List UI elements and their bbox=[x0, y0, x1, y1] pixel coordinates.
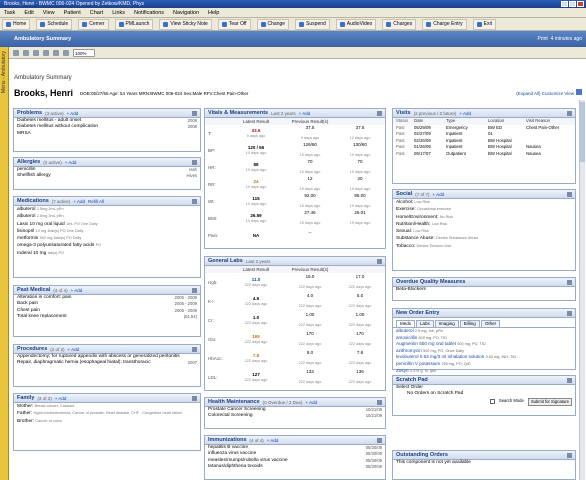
result-label: K+: bbox=[208, 298, 215, 304]
add-health-maintenance-button[interactable]: + Add bbox=[305, 399, 318, 405]
tab-meds[interactable]: Meds bbox=[396, 320, 415, 327]
main-toolbar bbox=[0, 18, 586, 31]
labs-header[interactable]: General Labs Last 2 years bbox=[205, 257, 385, 266]
calendar-icon bbox=[40, 22, 45, 27]
previous-result[interactable]: 17.0 222 days ago bbox=[348, 274, 372, 290]
latest-result[interactable]: NA bbox=[252, 232, 260, 238]
previous-result[interactable]: 130/60 19 days ago bbox=[349, 142, 371, 158]
submit-for-signature-button[interactable]: Submit for Signature bbox=[528, 398, 572, 406]
vitals-header[interactable]: Vitals & Measurements Last 2 years + Add bbox=[205, 109, 385, 118]
order-item[interactable]: levobuterol 0.63 mg/3 ml inhalation solution 0.63 mg, INH, TID bbox=[396, 354, 517, 360]
add-past-medical-button[interactable]: + Add bbox=[70, 287, 83, 293]
collapse-icon[interactable] bbox=[377, 111, 382, 116]
previous-result[interactable]: 37.5 12 days ago bbox=[349, 125, 371, 141]
content-toolbar bbox=[9, 47, 586, 59]
list-item[interactable]: Beta-Blockers bbox=[396, 287, 426, 292]
order-item[interactable]: penicillin V potassium 250 mg, PO, QID bbox=[396, 360, 471, 366]
order-item[interactable]: albuterol 2.5 mg, Inh, pRn bbox=[396, 328, 443, 333]
menu-item-navigation[interactable]: Navigation bbox=[173, 9, 200, 16]
latest-result[interactable]: 11.0 222 days ago bbox=[244, 276, 268, 287]
list-item[interactable]: lisinopril 10 mg 1tab(s) PO One Daily bbox=[17, 228, 84, 234]
add-procedure-button[interactable]: + Add bbox=[67, 346, 80, 352]
visit-row[interactable]: Past 09/17/07 Outpatient BW Hospital Nausea bbox=[396, 150, 541, 156]
vitals-rows bbox=[205, 125, 385, 244]
labs-row[interactable] bbox=[205, 330, 385, 349]
latest-result[interactable]: 26.59 10 days ago bbox=[245, 212, 267, 223]
vitals-row[interactable] bbox=[205, 142, 385, 159]
result-label: Wt: bbox=[208, 198, 215, 204]
past-medical-panel bbox=[13, 285, 201, 337]
social-header[interactable]: Social (7 of 7) + Add bbox=[393, 190, 575, 199]
immunizations-panel bbox=[204, 435, 386, 480]
tab-imaging[interactable]: Imaging bbox=[435, 320, 459, 327]
list-item[interactable]: Inderal 10 mg tab(s) PO bbox=[17, 250, 64, 256]
visits-panel bbox=[392, 108, 576, 184]
menu-bar bbox=[0, 8, 586, 18]
list-item[interactable]: Nutrition/Health: Low Risk bbox=[396, 221, 448, 227]
visit-row[interactable]: Past 01/26/09 Inpatient BW Hospital Nausea bbox=[396, 144, 541, 149]
scratch-pad-panel bbox=[392, 375, 576, 416]
result-label: T: bbox=[208, 130, 212, 136]
list-item[interactable]: Shellfish allergy Hives bbox=[17, 173, 197, 179]
order-item[interactable]: Zosyn 3.375 g, IV, q6h bbox=[396, 367, 437, 373]
suspend-icon bbox=[299, 22, 304, 27]
add-family-button[interactable]: + Add bbox=[54, 395, 67, 401]
new-order-entry-panel bbox=[392, 308, 576, 373]
latest-result[interactable]: 7.8 222 days ago bbox=[244, 352, 268, 363]
window-title-bar bbox=[0, 0, 586, 8]
collapse-icon[interactable] bbox=[192, 288, 197, 293]
collapse-icon[interactable] bbox=[567, 111, 572, 116]
audio-icon bbox=[340, 22, 345, 27]
window-controls bbox=[561, 1, 584, 7]
home-icon[interactable] bbox=[33, 50, 39, 56]
menu-item-task[interactable]: Task bbox=[4, 9, 16, 16]
order-item[interactable]: azithromycin 500 mg, PO, Once Daily bbox=[396, 347, 465, 353]
maximize-icon[interactable] bbox=[569, 1, 576, 7]
vitals-row[interactable] bbox=[205, 210, 385, 227]
menu-item-links[interactable]: Links bbox=[112, 9, 126, 16]
suspend-button[interactable]: Suspend bbox=[295, 19, 330, 30]
collapse-icon[interactable] bbox=[567, 280, 572, 285]
list-item[interactable]: Prostate Cancer Screening 10/21/09 bbox=[208, 407, 382, 412]
outstanding-header[interactable]: Outstanding Orders bbox=[393, 451, 575, 460]
select-order-label: Select Order bbox=[396, 385, 423, 390]
add-problem-button[interactable]: + Add bbox=[66, 110, 79, 116]
visits-column-headers: Status Date Type Location Visit Reason bbox=[393, 118, 575, 125]
result-label: Cr: bbox=[208, 317, 214, 323]
quality-header[interactable]: Overdue Quality Measures bbox=[393, 278, 575, 287]
previous-result[interactable]: 12 15 days ago bbox=[299, 176, 321, 192]
refresh-icon[interactable] bbox=[43, 50, 49, 56]
list-item[interactable]: Back pain 2005 - 2009 bbox=[17, 301, 197, 307]
list-item[interactable]: Sexual: Low Risk bbox=[396, 229, 429, 235]
menu-item-edit[interactable]: Edit bbox=[24, 9, 34, 16]
page-header bbox=[0, 31, 586, 47]
previous-result[interactable]: 136 222 days ago bbox=[348, 369, 372, 385]
window-title: Brooks, Henri - BWMC 006-024 Opened by Zetkow/KMD, Phys bbox=[4, 1, 145, 7]
previous-result[interactable] bbox=[338, 233, 382, 239]
add-social-button[interactable]: + Add bbox=[432, 191, 445, 197]
order-item[interactable]: amoxicillin 500 mg, PO, TID bbox=[396, 334, 447, 340]
health-maintenance-panel bbox=[204, 397, 386, 429]
list-item[interactable]: MRSA bbox=[17, 130, 31, 136]
list-item[interactable]: Exercise: Occasional exercise bbox=[396, 207, 452, 213]
collapse-icon[interactable] bbox=[192, 199, 197, 204]
previous-result[interactable]: 170 222 days ago bbox=[298, 331, 322, 347]
audiovideo-button[interactable]: AudioVideo bbox=[336, 19, 377, 30]
home-icon bbox=[6, 22, 11, 27]
expand-customize-links[interactable]: (Expand All) Customize View bbox=[516, 91, 574, 96]
outstanding-empty: This component is not yet available bbox=[396, 460, 471, 465]
procedures-panel bbox=[13, 344, 201, 387]
previous-result[interactable]: 27.46 15 days ago bbox=[299, 210, 321, 226]
family-header[interactable]: Family (3 of 3) + Add bbox=[14, 394, 200, 403]
problems-panel bbox=[13, 108, 201, 152]
order-list bbox=[393, 328, 575, 374]
problems-header[interactable]: Problems (3 active) + Add bbox=[14, 109, 200, 118]
list-item[interactable]: penicillin rash bbox=[17, 167, 197, 172]
latest-result[interactable]: 33.6 5 days ago bbox=[246, 127, 266, 138]
menu-item-chart[interactable]: Chart bbox=[89, 9, 104, 16]
social-panel bbox=[392, 189, 576, 271]
labs-row[interactable] bbox=[205, 273, 385, 292]
close-icon[interactable] bbox=[577, 1, 584, 7]
change-icon bbox=[261, 22, 266, 27]
cerner-button[interactable]: Cerner bbox=[78, 19, 108, 30]
menu-item-notifications[interactable]: Notifications bbox=[134, 9, 165, 16]
charge-entry-icon bbox=[426, 22, 431, 27]
labs-column-headers: Latest Result Previous Result(s) bbox=[205, 266, 385, 273]
previous-result[interactable]: 8.0 222 days ago bbox=[298, 350, 322, 366]
previous-result[interactable]: 4.0 222 days ago bbox=[298, 293, 322, 309]
patient-name: Brooks, Henri bbox=[14, 88, 74, 98]
print-button[interactable]: Print bbox=[537, 36, 548, 42]
medications-panel bbox=[13, 196, 201, 278]
previous-result[interactable]: 20 19 days ago bbox=[349, 176, 371, 192]
medications-header[interactable]: Medications (7 active) + Add Refill All bbox=[14, 197, 200, 206]
menu-item-patient[interactable]: Patient bbox=[63, 9, 81, 16]
latest-result[interactable]: 1.0 222 days ago bbox=[244, 314, 268, 325]
page-header-actions bbox=[538, 31, 582, 47]
tab-other[interactable]: Other bbox=[481, 320, 500, 327]
visits-rows bbox=[393, 125, 575, 158]
latest-result[interactable]: 127 222 days ago bbox=[244, 371, 268, 382]
zoom-select[interactable]: 100% bbox=[73, 49, 95, 57]
previous-result[interactable]: 26.01 19 days ago bbox=[349, 210, 371, 226]
list-item[interactable]: Home/Environment: No Risk bbox=[396, 214, 454, 220]
tab-labs[interactable]: Labs bbox=[416, 320, 434, 327]
list-item[interactable]: albuterol 2.5mg 3mL pRn bbox=[17, 207, 64, 212]
add-immunization-button[interactable]: + Add bbox=[266, 437, 279, 443]
outstanding-orders-panel bbox=[392, 450, 576, 480]
list-item[interactable]: Diabetes mellitus without complication 2008 bbox=[17, 124, 197, 130]
previous-result[interactable]: 92.00 15 days ago bbox=[299, 193, 321, 209]
list-item[interactable]: Total knee replacement (61.54) bbox=[17, 313, 197, 319]
search-mode-checkbox[interactable] bbox=[490, 399, 495, 404]
list-item[interactable]: Chest pain 2005 - 2009 bbox=[17, 307, 197, 313]
latest-result[interactable]: 88 10 days ago bbox=[245, 161, 267, 172]
previous-result[interactable]: 1.00 222 days ago bbox=[348, 312, 372, 328]
add-visit-button[interactable]: + Add bbox=[459, 110, 471, 116]
refresh-timestamp: 4 minutes ago bbox=[550, 36, 582, 42]
vitals-row[interactable] bbox=[205, 125, 385, 142]
launch-icon bbox=[119, 22, 124, 27]
collapse-icon[interactable] bbox=[192, 111, 197, 116]
list-item[interactable]: Alcohol: Low Risk bbox=[396, 200, 430, 205]
new-order-header[interactable]: New Order Entry bbox=[393, 309, 575, 318]
list-item[interactable]: Alteration in comfort: pain 2005 - 2009 bbox=[17, 295, 197, 300]
collapse-icon[interactable] bbox=[567, 192, 572, 197]
tear-off-icon bbox=[222, 22, 227, 27]
list-item[interactable]: Tobacco: Denies Tobacco Use bbox=[396, 243, 452, 249]
list-item[interactable]: albuterol 2.5mg 3mL pRn bbox=[17, 214, 64, 220]
previous-result[interactable]: 15.0 222 days ago bbox=[298, 274, 322, 290]
customize-icon[interactable] bbox=[576, 89, 582, 95]
previous-result[interactable]: -- bbox=[308, 229, 312, 235]
previous-result[interactable]: 170 222 days ago bbox=[348, 331, 372, 347]
scrollbar-thumb[interactable] bbox=[580, 102, 585, 162]
menu-side-tab[interactable] bbox=[0, 47, 9, 480]
latest-result[interactable]: 115 10 days ago bbox=[245, 195, 267, 206]
past-medical-header[interactable]: Past Medical (4 of 4) + Add bbox=[14, 286, 200, 295]
previous-result[interactable]: 37.5 9 days ago bbox=[300, 125, 320, 141]
exit-button[interactable]: Exit bbox=[473, 19, 496, 30]
result-label: Hgb: bbox=[208, 279, 218, 285]
charges-button[interactable]: Charges bbox=[382, 19, 416, 30]
pmlaunch-button[interactable]: PMLaunch bbox=[115, 19, 154, 30]
order-tabs bbox=[393, 318, 575, 328]
add-medication-button[interactable]: + Add bbox=[73, 198, 85, 204]
collapse-icon[interactable] bbox=[567, 378, 572, 383]
list-item[interactable]: Appendectomy; for ruptured appendix with abscess or generalized peritonitis bbox=[17, 354, 180, 359]
immunizations-header[interactable]: Immunizations (4 of 4) + Add bbox=[205, 436, 385, 445]
result-label: BMI: bbox=[208, 215, 218, 221]
labs-row[interactable] bbox=[205, 292, 385, 311]
previous-result[interactable]: 5.0 222 days ago bbox=[348, 293, 372, 309]
previous-result[interactable]: 95.00 19 days ago bbox=[349, 193, 371, 209]
vitals-row[interactable] bbox=[205, 193, 385, 210]
vitals-column-headers: Latest Result Previous Result(s) bbox=[205, 118, 385, 125]
vitals-panel bbox=[204, 108, 386, 249]
allergies-header[interactable]: Allergies (2 active) + Add bbox=[14, 158, 200, 167]
visit-row[interactable]: Past 02/26/09 Inpatient BW Hospital bbox=[396, 137, 512, 143]
list-item[interactable]: Colorectal Screening 10/21/09 bbox=[208, 413, 382, 419]
collapse-icon[interactable] bbox=[377, 400, 382, 405]
collapse-icon[interactable] bbox=[192, 396, 197, 401]
collapse-icon[interactable] bbox=[192, 347, 197, 352]
visit-row[interactable]: Past 05/29/09 Emergency BW ED Chest Pain-Other bbox=[396, 124, 560, 130]
visit-row[interactable]: Past 02/27/09 Inpatient 01 bbox=[396, 131, 493, 136]
charge-entry-button[interactable]: Charge Entry bbox=[422, 19, 466, 30]
general-labs-panel bbox=[204, 256, 386, 391]
exit-icon bbox=[477, 22, 482, 27]
family-history-panel bbox=[13, 393, 201, 451]
sticky-note-button[interactable]: View Sticky Note bbox=[159, 19, 211, 30]
add-allergy-button[interactable]: + Add bbox=[64, 159, 77, 165]
result-label: RR: bbox=[208, 181, 216, 187]
page-title: Ambulatory Summary bbox=[14, 36, 72, 42]
side-tab-label: Menu - Ambulatory bbox=[1, 51, 7, 93]
list-item[interactable]: Brother: Cancer of colon bbox=[17, 418, 63, 424]
forward-icon[interactable] bbox=[23, 50, 29, 56]
collapse-icon[interactable] bbox=[567, 311, 572, 316]
result-label: Glu: bbox=[208, 336, 217, 342]
scratch-pad-header[interactable]: Scratch Pad bbox=[393, 376, 575, 385]
list-item[interactable]: omega-3 polyunsaturated fatty acids PO bbox=[17, 243, 102, 249]
order-item[interactable]: Augmentin 500 mg oral tablet 500 mg, PO, TID bbox=[396, 341, 486, 347]
labs-rows bbox=[205, 273, 385, 387]
latest-result[interactable]: 4.5 222 days ago bbox=[244, 295, 268, 306]
summary-title: Ambulatory Summary bbox=[14, 75, 72, 81]
visits-header[interactable]: Visits (2 previous / 0 future) + Add bbox=[393, 109, 575, 118]
collapse-icon[interactable] bbox=[567, 453, 572, 458]
tab-billing[interactable]: Billing bbox=[460, 320, 480, 327]
scratch-pad-empty: No Orders on Scratch Pad bbox=[407, 391, 464, 397]
list-item[interactable]: Mother: Breast cancer, Cataract bbox=[17, 404, 75, 409]
result-label: LDL: bbox=[208, 374, 218, 380]
latest-result[interactable]: 120 / 56 10 days ago bbox=[245, 144, 267, 155]
labs-row[interactable] bbox=[205, 349, 385, 368]
add-vitals-button[interactable]: + Add bbox=[298, 110, 311, 116]
print-icon[interactable] bbox=[53, 50, 59, 56]
previous-result[interactable]: 133 222 days ago bbox=[298, 369, 322, 385]
labs-row[interactable] bbox=[205, 311, 385, 330]
collapse-icon[interactable] bbox=[377, 438, 382, 443]
health-maintenance-header[interactable]: Health Maintenance (0 Overdue / 2 Due) + Add bbox=[205, 398, 385, 407]
list-item[interactable]: Substance Abuse: Denies Substance Abuse bbox=[396, 236, 479, 242]
collapse-icon[interactable] bbox=[192, 160, 197, 165]
list-item[interactable]: tetanus/diphtheria toxoids 05/30/09 bbox=[208, 463, 382, 469]
list-item[interactable]: Lasix 10 mg oral liquid 1mL PO One Daily bbox=[17, 221, 98, 227]
list-item[interactable]: Diabetes mellitus - adult onset 2008 bbox=[17, 118, 197, 123]
previous-result[interactable]: 70 19 days ago bbox=[349, 159, 371, 175]
vitals-row[interactable] bbox=[205, 159, 385, 176]
back-icon[interactable] bbox=[13, 50, 19, 56]
vertical-scrollbar[interactable] bbox=[579, 100, 585, 480]
patient-demographics: DOB:05/27/55 Age: 54 Years MRN:BWMC 006-024 Sex:Male RFV:Chest Pain-Other bbox=[80, 91, 249, 96]
home-button[interactable]: Home bbox=[2, 19, 30, 30]
latest-result[interactable]: 165 222 days ago bbox=[244, 333, 268, 344]
list-item[interactable]: influenza virus vaccine 05/30/09 bbox=[208, 451, 382, 457]
latest-result[interactable]: 24 10 days ago bbox=[245, 178, 267, 189]
charges-icon bbox=[386, 22, 391, 27]
previous-result[interactable]: 7.8 222 days ago bbox=[348, 350, 372, 366]
previous-result[interactable]: 126/60 15 days ago bbox=[299, 142, 321, 158]
previous-result[interactable]: 1.00 222 days ago bbox=[298, 312, 322, 328]
list-item[interactable]: Father: Hypercholesterolemia, Cancer of prostate, Heart disease, CHF - Congestive heart failure bbox=[17, 411, 183, 417]
search-icon[interactable] bbox=[63, 50, 69, 56]
schedule-button[interactable]: Schedule bbox=[36, 19, 72, 30]
result-label: HR: bbox=[208, 164, 216, 170]
list-item[interactable]: Repair, diaphragmatic hernia (esophageal hiatal); transthoracic 2007 bbox=[17, 360, 197, 366]
tear-off-button[interactable]: Tear Off bbox=[218, 19, 251, 30]
menu-item-view[interactable]: View bbox=[42, 9, 55, 16]
cerner-icon bbox=[82, 22, 87, 27]
quality-measures-panel bbox=[392, 277, 576, 301]
minimize-icon[interactable] bbox=[561, 1, 568, 7]
previous-result[interactable]: 70 15 days ago bbox=[299, 159, 321, 175]
procedures-header[interactable]: Procedures (2 of 2) + Add bbox=[14, 345, 200, 354]
list-item[interactable]: metformin 500 mg 1tab(s) PO Daily bbox=[17, 236, 82, 242]
labs-row[interactable] bbox=[205, 368, 385, 387]
refill-all-button[interactable]: Refill All bbox=[88, 198, 105, 204]
list-item[interactable]: measles/mumps/rubella virus vaccine 05/30/09 bbox=[208, 457, 382, 463]
list-item[interactable]: hepatitis B vaccine 05/30/09 bbox=[208, 445, 382, 450]
vitals-row[interactable] bbox=[205, 176, 385, 193]
collapse-icon[interactable] bbox=[377, 259, 382, 264]
result-label: Pain: bbox=[208, 232, 219, 238]
vitals-row[interactable] bbox=[205, 227, 385, 244]
result-label: BP: bbox=[208, 147, 216, 153]
change-button[interactable]: Change bbox=[257, 19, 290, 30]
result-label: HbA1c: bbox=[208, 355, 223, 361]
search-mode-label: Search Mode bbox=[498, 398, 524, 404]
menu-item-help[interactable]: Help bbox=[208, 9, 220, 16]
allergies-panel bbox=[13, 157, 201, 190]
note-icon bbox=[163, 22, 168, 27]
